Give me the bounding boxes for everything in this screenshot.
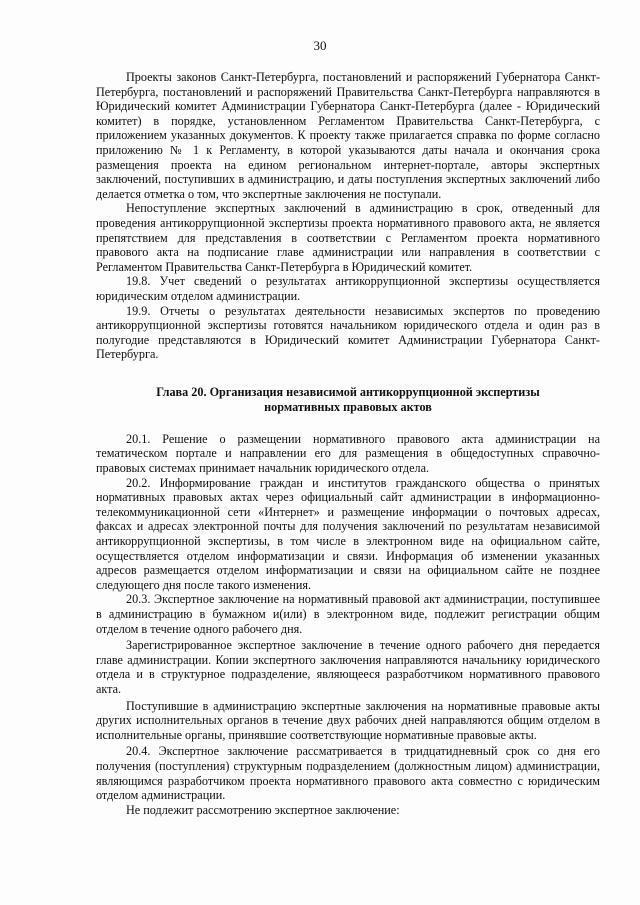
paragraph-no-expert-conclusions: Непоступление экспертных заключений в администрацию в срок, отведенный для проведения антикоррупционной экспертизы проекта нормативного правового акта, не является препятствием для представления в соответствии с Регламентом проекта нормативного правового акта на подписание главе администрации или направления в соответствии с Регламентом Правительства Санкт-Петербурга в Юридический комитет. [96,201,600,274]
paragraph-20-4: 20.4. Экспертное заключение рассматривается в тридцатидневный срок со дня его получения (поступления) структурным подразделением (должностным лицом) администрации, являющимся разработчиком проекта нормативного правового акта совместно с юридическим отделом администрации. [96,744,600,803]
chapter-title-line-2: нормативных правовых актов [264,399,432,414]
chapter-title [96,385,600,415]
paragraph-other-bodies-conclusions: Поступившие в администрацию экспертные заключения на нормативные правовые акты других исполнительных органов в течение двух рабочих дней направляются общим отделом в исполнительные органы, принявшие соответствующие нормативные правовые акты. [96,698,600,742]
paragraph-20-3: 20.3. Экспертное заключение на нормативный правовой акт администрации, поступившее в администрацию в бумажном и(или) в электронном виде, подлежит регистрации общим отделом в течение одного рабочего дня. [96,592,600,636]
document-body [96,70,600,817]
paragraph-19-7-submission: Проекты законов Санкт-Петербурга, постановлений и распоряжений Губернатора Санкт-Петербурга, постановлений и распоряжений Правительства Санкт-Петербурга направляются в Юридический комитет Администрации Губернатора Санкт-Петербурга (далее - Юридический комитет) в порядке, установленном Регламентом Правительства Санкт-Петербурга, с приложением указанных документов. К проекту также прилагается справка по форме согласно приложению № 1 к Регламенту, в которой указываются даты начала и окончания срока размещения проекта на едином региональном интернет-портале, авторы экспертных заключений, поступивших в администрацию, и даты поступления экспертных заключений либо делается отметка о том, что экспертные заключения не поступали. [96,70,600,201]
paragraph-19-9: 19.9. Отчеты о результатах деятельности независимых экспертов по проведению антикоррупционной экспертизы готовятся начальником юридического отдела и один раз в полугодие представляются в Юридический комитет Администрации Губернатора Санкт-Петербурга. [96,303,600,362]
paragraph-20-2: 20.2. Информирование граждан и институтов гражданского общества о принятых нормативных правовых актах через официальный сайт администрации в информационно-телекоммуникационной сети «Интернет» и размещение информации о почтовых адресах, факсах и адресах электронной почты для получения заключений по результатам независимой антикоррупционной экспертизы, в том числе в электронном виде на официальном сайте, осуществляется отделом информатизации и связи. Информация об изменении указанных адресов размещается отделом информатизации и связи на официальном сайте не позднее следующего дня после такого изменения. [96,475,600,592]
paragraph-not-considered: Не подлежит рассмотрению экспертное заключение: [126,802,400,817]
page-number: 30 [313,38,327,53]
paragraph-registered-conclusion: Зарегистрированное экспертное заключение в течение одного рабочего дня передается главе администрации. Копии экспертного заключения направляются начальнику юридического отдела и в структурное подразделение, являющееся разработчиком нормативного правового акта. [96,638,600,696]
paragraph-20-1: 20.1. Решение о размещении нормативного правового акта администрации на тематическом портале и направлении его для размещения в общедоступных справочно-правовых системах принимает начальник юридического отдела. [96,431,600,476]
paragraph-19-8: 19.8. Учет сведений о результатах антикоррупционной экспертизы осуществляется юридическим отделом администрации. [96,274,600,303]
chapter-title-line-1: Глава 20. Организация независимой антикоррупционной экспертизы [156,384,540,399]
